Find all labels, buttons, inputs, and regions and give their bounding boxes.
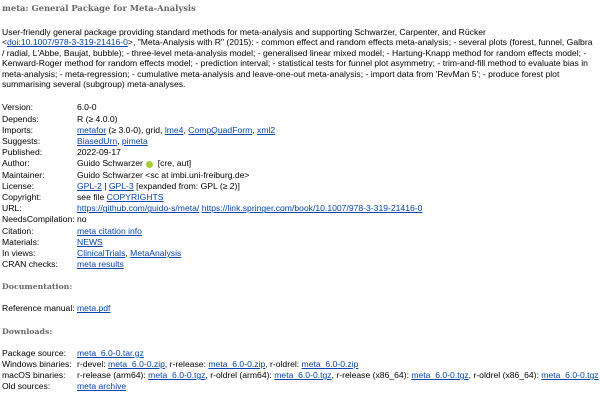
separator: | [101, 180, 109, 191]
field-label: Citation: [2, 225, 34, 236]
windows-binaries-value [77, 359, 599, 370]
info-row-cranchecks [2, 259, 422, 270]
import-link-lme4[interactable]: lme4 [164, 124, 184, 135]
depends-value: R (≥ 4.0.0) [77, 113, 118, 124]
description-line: Kenward-Roger method for random effects model; - prediction interval; - statistical tests for funnel plot asymmetry; - trim-and-fill method to evaluate bias in [2, 58, 588, 69]
field-label: NeedsCompilation: [2, 214, 75, 225]
info-row-published [2, 147, 422, 158]
description-line: User-friendly general package providing standard methods for meta-analysis and supporting Schwarzer, Carpenter, and Rücker [2, 27, 486, 37]
macos-binaries-value [77, 370, 599, 381]
view-link-metaanalysis[interactable]: MetaAnalysis [130, 248, 182, 259]
info-row-citation [2, 226, 422, 237]
info-row-needscompilation [2, 214, 422, 225]
separator: , [252, 124, 258, 135]
field-label: Copyright: [2, 192, 42, 203]
info-row-url [2, 203, 422, 214]
windows-release-link[interactable]: meta_6.0-0.zip [208, 358, 266, 369]
info-row-windows-binaries [2, 359, 599, 370]
binary-label: r-devel: [77, 358, 109, 369]
info-row-suggests [2, 136, 422, 147]
package-info-table [2, 102, 422, 270]
info-row-maintainer [2, 170, 422, 181]
binary-label: , r-oldrel: [265, 358, 302, 369]
field-label: Published: [2, 147, 43, 158]
cran-checks-link[interactable]: meta results [77, 259, 124, 270]
field-label: Reference manual: [2, 303, 75, 314]
source-tarball-link[interactable]: meta_6.0-0.tar.gz [77, 347, 144, 358]
author-roles: [cre, aut] [157, 158, 192, 169]
field-label: Package source: [2, 347, 67, 358]
author-value [77, 158, 422, 169]
copyright-value [77, 192, 422, 203]
description-line [2, 37, 600, 47]
import-link-compquadform[interactable]: CompQuadForm [188, 124, 253, 135]
field-label: Suggests: [2, 136, 41, 147]
materials-value [77, 237, 422, 248]
url-value [77, 203, 422, 214]
info-row-macos-binaries [2, 370, 599, 381]
field-label: License: [2, 180, 35, 191]
cranchecks-value [77, 259, 422, 270]
binary-label: r-release (arm64): [77, 370, 149, 381]
macos-release-arm64-link[interactable]: meta_6.0-0.tgz [148, 370, 206, 381]
imports-text: (≥ 3.0-0), grid, [106, 124, 165, 135]
reference-manual-link[interactable]: meta.pdf [77, 303, 111, 314]
github-link[interactable]: https://github.com/guido-s/meta/ [77, 203, 200, 214]
license-text: [expanded from: GPL (≥ 2)] [133, 180, 240, 191]
field-label: Materials: [2, 236, 40, 247]
description-line: meta-analysis; - meta-regression; - cumulative meta-analysis and leave-one-out meta-analysis; - import data from 'RevMan 5'; - produce forest plot [2, 68, 560, 79]
field-label: In views: [2, 248, 36, 259]
field-label: Maintainer: [2, 169, 45, 180]
windows-oldrel-link[interactable]: meta_6.0-0.zip [301, 358, 359, 369]
package-page [2, 0, 600, 393]
orcid-icon[interactable] [146, 161, 153, 168]
macos-oldrel-arm64-link[interactable]: meta_6.0-0.tgz [274, 370, 332, 381]
maintainer-value: Guido Schwarzer <sc at imbi.uni-freiburg.de> [77, 169, 250, 180]
license-value [77, 181, 422, 192]
description-line: summarising several (subgroup) meta-analyses. [2, 79, 186, 90]
field-label: macOS binaries: [2, 370, 66, 381]
field-label: URL: [2, 203, 22, 214]
archive-link[interactable]: meta archive [77, 381, 127, 392]
copyrights-link[interactable]: COPYRIGHTS [106, 192, 164, 203]
info-row-license [2, 181, 422, 192]
info-row-version [2, 102, 422, 113]
info-row-author [2, 158, 422, 169]
info-row-imports [2, 125, 422, 136]
field-label: CRAN checks: [2, 259, 58, 270]
citation-value [77, 226, 422, 237]
old-sources-value [77, 381, 599, 392]
author-name: Guido Schwarzer [77, 158, 143, 169]
separator: , [125, 248, 131, 259]
license-link-gpl3[interactable]: GPL-3 [108, 180, 134, 191]
package-source-value [77, 348, 599, 359]
view-link-clinicaltrials[interactable]: ClinicalTrials [77, 248, 126, 259]
macos-release-x86-link[interactable]: meta_6.0-0.tgz [411, 370, 469, 381]
downloads-table [2, 348, 599, 393]
description-text: >, "Meta-Analysis with R" (2015): - common effect and random effects meta-analysis; - several plots (forest, funnel, Galbra [127, 37, 593, 48]
documentation-heading: Documentation: [2, 282, 73, 292]
field-label: Old sources: [2, 381, 51, 392]
info-row-copyright [2, 192, 422, 203]
macos-oldrel-x86-link[interactable]: meta_6.0-0.tgz [541, 370, 599, 381]
news-link[interactable]: NEWS [77, 236, 103, 247]
import-link-xml2[interactable]: xml2 [257, 124, 276, 135]
info-row-old-sources [2, 381, 599, 392]
windows-devel-link[interactable]: meta_6.0-0.zip [108, 358, 165, 369]
info-row-package-source [2, 348, 599, 359]
springer-link[interactable]: https://link.springer.com/book/10.1007/978-3-319-21416-0 [201, 203, 423, 214]
license-link-gpl2[interactable]: GPL-2 [77, 180, 102, 191]
binary-label: , r-release: [164, 358, 209, 369]
suggest-link-pimeta[interactable]: pimeta [121, 136, 148, 147]
page-title: meta: General Package for Meta-Analysis [2, 3, 196, 13]
suggest-link-biasedurn[interactable]: BiasedUrn [77, 136, 118, 147]
needscompilation-value: no [77, 214, 87, 225]
imports-value [77, 125, 422, 136]
binary-label: , r-oldrel (x86_64): [468, 370, 542, 381]
description-line: / radial, L'Abbe, Baujat, bubble); - three-level meta-analysis model; - generalised linear mixed model; - Hartung-Knapp method for random effects model; - [2, 47, 587, 58]
info-row-materials [2, 237, 422, 248]
documentation-table [2, 303, 110, 314]
citation-link[interactable]: meta citation info [77, 225, 142, 236]
package-description [2, 27, 600, 89]
binary-label: , r-release (x86_64): [331, 370, 412, 381]
binary-label: , r-oldrel (arm64): [205, 370, 275, 381]
field-label: Windows binaries: [2, 358, 72, 369]
doi-link[interactable]: doi:10.1007/978-3-319-21416-0 [7, 37, 128, 48]
info-row-reference-manual [2, 303, 110, 314]
suggests-value [77, 136, 422, 147]
separator: , [183, 124, 189, 135]
published-value: 2022-09-17 [77, 147, 121, 158]
info-row-views [2, 248, 422, 259]
reference-manual-value [77, 303, 110, 314]
version-value: 6.0-0 [77, 102, 97, 113]
separator: , [117, 136, 122, 147]
import-link-metafor[interactable]: metafor [77, 124, 107, 135]
downloads-heading: Downloads: [2, 326, 53, 336]
info-row-depends [2, 114, 422, 125]
views-value [77, 248, 422, 259]
field-label: Depends: [2, 113, 39, 124]
copyright-text: see file [77, 192, 107, 203]
field-label: Author: [2, 158, 30, 169]
field-label: Imports: [2, 124, 34, 135]
description-text: < [2, 37, 8, 48]
field-label: Version: [2, 102, 34, 113]
